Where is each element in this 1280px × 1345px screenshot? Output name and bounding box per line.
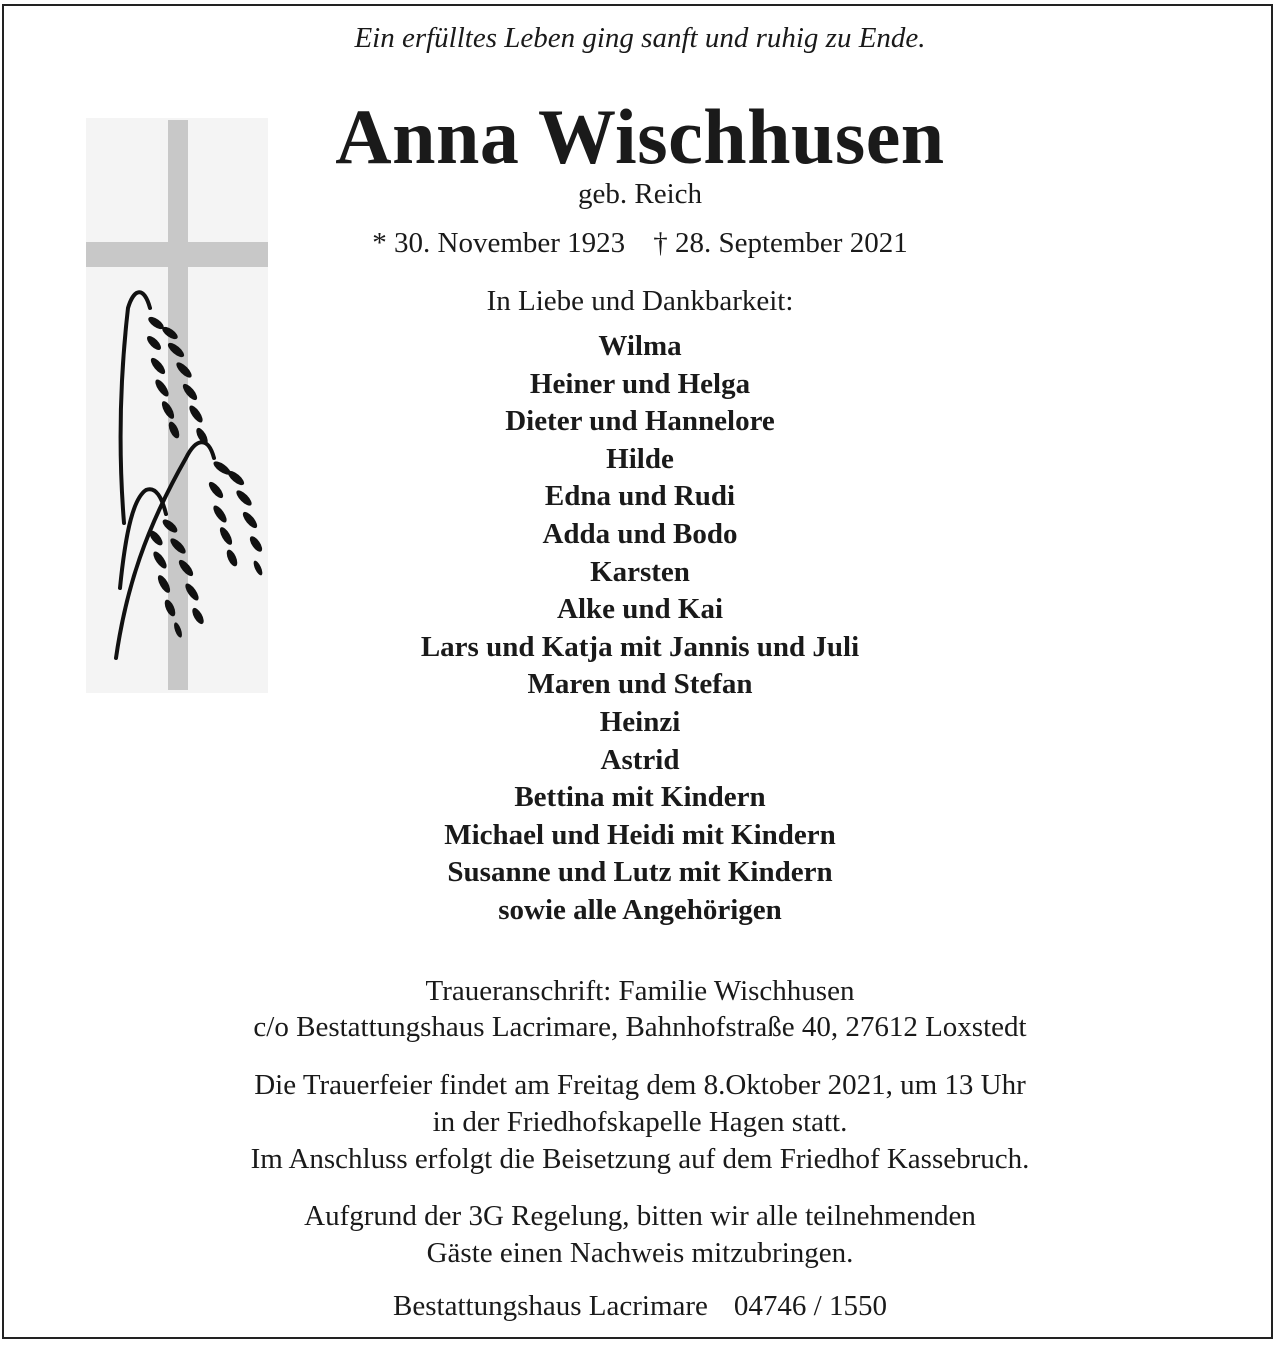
service-line-2: in der Friedhofskapelle Hagen statt. [432, 1106, 848, 1138]
list-item: Michael und Heidi mit Kindern [444, 818, 836, 851]
list-item: Karsten [590, 555, 690, 588]
undertaker-name: Bestattungshaus Lacrimare [393, 1290, 708, 1322]
funeral-service-info [0, 1067, 1280, 1178]
address-line-2: c/o Bestattungshaus Lacrimare, Bahnhofstraße 40, 27612 Loxstedt [253, 1011, 1027, 1043]
list-item: Maren und Stefan [527, 668, 753, 701]
list-item: Alke und Kai [557, 593, 723, 626]
motto: Ein erfülltes Leben ging sanft und ruhig zu Ende. [354, 22, 926, 54]
undertaker-contact [0, 1290, 1280, 1323]
list-item: Susanne und Lutz mit Kindern [447, 856, 833, 889]
life-dates [0, 227, 1280, 260]
list-item: Heiner und Helga [529, 367, 751, 400]
mourning-address [0, 973, 1280, 1045]
list-item: Hilde [606, 442, 674, 475]
address-line-1: Traueranschrift: Familie Wischhusen [425, 975, 855, 1007]
list-item: Adda und Bodo [542, 517, 738, 550]
list-item: Dieter und Hannelore [505, 405, 775, 438]
mourners-list [0, 328, 1280, 930]
death-date: † 28. September 2021 [653, 227, 908, 259]
list-item: Edna und Rudi [544, 480, 736, 513]
birth-date: * 30. November 1923 [372, 227, 626, 259]
covid-line-1: Aufgrund der 3G Regelung, bitten wir alle teilnehmenden [304, 1200, 976, 1232]
service-line-3: Im Anschluss erfolgt die Beisetzung auf dem Friedhof Kassebruch. [250, 1143, 1030, 1175]
service-line-1: Die Trauerfeier findet am Freitag dem 8.Oktober 2021, um 13 Uhr [254, 1069, 1026, 1101]
deceased-name: Anna Wischhusen [335, 93, 945, 180]
list-item: sowie alle Angehörigen [498, 893, 782, 926]
list-item: Lars und Katja mit Jannis und Juli [420, 630, 860, 663]
list-item: Bettina mit Kindern [514, 781, 766, 814]
covid-line-2: Gäste einen Nachweis mitzubringen. [426, 1237, 854, 1269]
maiden-name: geb. Reich [577, 178, 702, 210]
list-item: Wilma [598, 330, 682, 362]
list-item: Heinzi [599, 705, 681, 738]
mourners-intro: In Liebe und Dankbarkeit: [486, 285, 794, 317]
list-item: Astrid [600, 743, 680, 776]
covid-notice [0, 1198, 1280, 1272]
undertaker-phone: 04746 / 1550 [733, 1290, 887, 1322]
